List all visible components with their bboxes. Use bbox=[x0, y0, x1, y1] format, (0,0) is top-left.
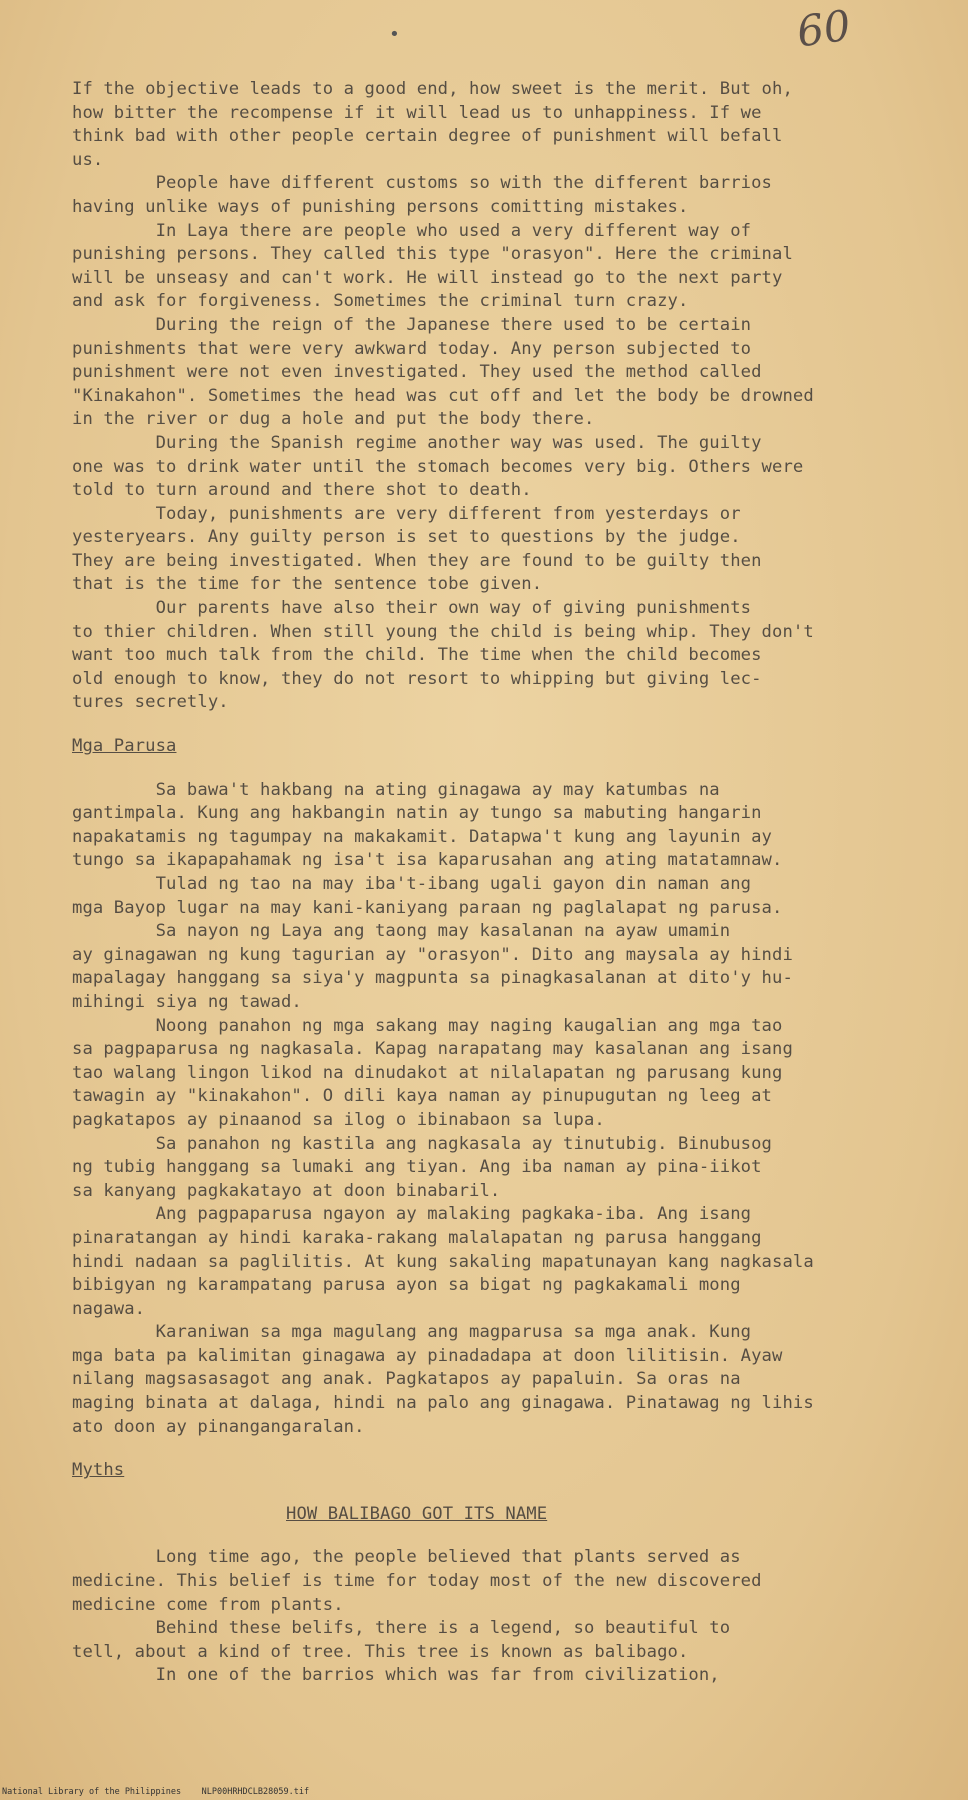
text-line: pinaratangan ay hindi karaka-rakang malalapatan ng parusa hanggang bbox=[72, 1227, 762, 1248]
text-line: Noong panahon ng mga sakang may naging kaugalian ang mga tao bbox=[72, 1015, 783, 1036]
text-line: mapalagay hanggang sa siya'y magpunta sa pinagkasalanan at dito'y hu- bbox=[72, 968, 793, 989]
text-line: hindi nadaan sa paglilitis. At kung sakaling mapatunayan kang nagkasala bbox=[72, 1251, 814, 1272]
text-line: in the river or dug a hole and put the body there. bbox=[72, 409, 595, 430]
text-line: During the reign of the Japanese there used to be certain bbox=[72, 314, 752, 335]
text-line: punishments that were very awkward today. Any person subjected to bbox=[72, 338, 752, 359]
text-line: Tulad ng tao na may iba't-ibang ugali gayon din naman ang bbox=[72, 874, 752, 894]
text-line: maging binata at dalaga, hindi na palo ang ginagawa. Pinatawag ng lihis bbox=[72, 1393, 814, 1414]
text-line: having unlike ways of punishing persons comitting mistakes. bbox=[72, 196, 689, 217]
blank-line bbox=[72, 759, 932, 779]
text-line: mga bata pa kalimitan ginagawa ay pinadadapa at doon lilitisin. Ayaw bbox=[72, 1345, 783, 1366]
text-line: gantimpala. Kung ang hakbangin natin ay tungo sa mabuting hangarin bbox=[72, 803, 762, 824]
text-line: old enough to know, they do not resort to whipping but giving lec- bbox=[72, 668, 762, 689]
text-line: medicine come from plants. bbox=[72, 1594, 344, 1615]
text-line: Sa nayon ng Laya ang taong may kasalanan na ayaw umamin bbox=[72, 921, 731, 942]
text-line: Sa bawa't hakbang na ating ginagawa ay may katumbas na bbox=[72, 779, 720, 800]
text-line: Sa panahon ng kastila ang nagkasala ay tinutubig. Binubusog bbox=[72, 1133, 772, 1154]
text-line: mga Bayop lugar na may kani-kaniyang paraan ng paglalapat ng parusa. bbox=[72, 897, 783, 918]
text-line: medicine. This belief is time for today most of the new discovered bbox=[72, 1571, 762, 1592]
section-heading: Myths bbox=[72, 1460, 125, 1481]
text-line: one was to drink water until the stomach becomes very big. Others were bbox=[72, 456, 804, 477]
text-line: us. bbox=[72, 149, 104, 170]
text-line: ato doon ay pinangangaralan. bbox=[72, 1416, 365, 1437]
text-line: In one of the barrios which was far from civilization, bbox=[72, 1665, 720, 1686]
text-line: bibigyan ng karampatang parusa ayon sa bigat ng pagkakamali mong bbox=[72, 1275, 741, 1296]
text-line: tures secretly. bbox=[72, 692, 229, 713]
blank-line bbox=[72, 715, 932, 735]
section-heading: Mga Parusa bbox=[72, 736, 177, 757]
text-line: punishment were not even investigated. They used the method called bbox=[72, 362, 762, 383]
text-line: and ask for forgiveness. Sometimes the criminal turn crazy. bbox=[72, 291, 689, 312]
text-line: to thier children. When still young the child is being whip. They don't bbox=[72, 621, 814, 642]
text-line: If the objective leads to a good end, how sweet is the merit. But oh, bbox=[72, 79, 793, 99]
footer-library: National Library of the Philippines bbox=[2, 1787, 182, 1797]
blank-line bbox=[72, 1483, 932, 1503]
text-line: Today, punishments are very different from yesterdays or bbox=[72, 503, 741, 524]
text-line: want too much talk from the child. The time when the child becomes bbox=[72, 645, 762, 666]
text-line: mihingi siya ng tawad. bbox=[72, 991, 302, 1012]
text-line: how bitter the recompense if it will lead us to unhappiness. If we bbox=[72, 102, 762, 123]
text-line: will be unseasy and can't work. He will instead go to the next party bbox=[72, 267, 783, 288]
text-line: think bad with other people certain degree of punishment will befall bbox=[72, 126, 783, 147]
text-line: nilang magsasasagot ang anak. Pagkatapos ay papaluin. Sa oras na bbox=[72, 1369, 741, 1390]
text-line: People have different customs so with the different barrios bbox=[72, 173, 772, 194]
blank-line bbox=[72, 1439, 932, 1459]
text-line: pagkatapos ay pinaanod sa ilog o ibinabaon sa lupa. bbox=[72, 1109, 605, 1130]
text-line: During the Spanish regime another way was used. The guilty bbox=[72, 432, 762, 453]
text-line: yesteryears. Any guilty person is set to questions by the judge. bbox=[72, 527, 741, 548]
text-line: tungo sa ikapapahamak ng isa't isa kaparusahan ang ating matatamnaw. bbox=[72, 850, 783, 871]
text-line: "Kinakahon". Sometimes the head was cut off and let the body be drowned bbox=[72, 385, 814, 406]
text-line: Our parents have also their own way of giving punishments bbox=[72, 598, 752, 619]
text-line: ng tubig hanggang sa lumaki ang tiyan. Ang iba naman ay pina-iikot bbox=[72, 1157, 762, 1178]
footer-file-id: NLP00HRHDCLB28059.tif bbox=[201, 1787, 310, 1797]
text-line: ay ginagawan ng kung tagurian ay "orasyon". Dito ang maysala ay hindi bbox=[72, 944, 793, 965]
top-dot-mark: • bbox=[389, 24, 400, 45]
text-line: punishing persons. They called this type "orasyon". Here the criminal bbox=[72, 244, 793, 265]
text-line: tawagin ay "kinakahon". O dili kaya naman ay pinupugutan ng leeg at bbox=[72, 1086, 772, 1107]
text-line: tao walang lingon likod na dinudakot at nilalapatan ng parusang kung bbox=[72, 1062, 783, 1083]
text-line: sa pagpaparusa ng nagkasala. Kapag narapatang may kasalanan ang isang bbox=[72, 1039, 793, 1060]
text-line: Behind these belifs, there is a legend, so beautiful to bbox=[72, 1618, 731, 1639]
text-line: napakatamis ng tagumpay na makakamit. Datapwa't kung ang layunin ay bbox=[72, 826, 772, 847]
blank-line bbox=[72, 1526, 932, 1546]
page-number: 60 bbox=[793, 0, 854, 57]
story-title: HOW BALIBAGO GOT ITS NAME bbox=[286, 1503, 548, 1524]
text-line: Long time ago, the people believed that plants served as bbox=[72, 1547, 741, 1568]
footer bbox=[2, 1787, 309, 1797]
text-line: They are being investigated. When they are found to be guilty then bbox=[72, 550, 762, 571]
text-line: Ang pagpaparusa ngayon ay malaking pagkaka-iba. Ang isang bbox=[72, 1204, 752, 1225]
text-line: tell, about a kind of tree. This tree is known as balibago. bbox=[72, 1641, 689, 1662]
text-line: nagawa. bbox=[72, 1298, 146, 1319]
document-body bbox=[72, 78, 932, 1688]
text-line: In Laya there are people who used a very different way of bbox=[72, 220, 752, 241]
text-line: Karaniwan sa mga magulang ang magparusa sa mga anak. Kung bbox=[72, 1322, 752, 1343]
text-line: sa kanyang pagkakatayo at doon binabaril. bbox=[72, 1180, 501, 1201]
text-line: that is the time for the sentence tobe given. bbox=[72, 574, 543, 595]
text-line: told to turn around and there shot to death. bbox=[72, 480, 532, 501]
